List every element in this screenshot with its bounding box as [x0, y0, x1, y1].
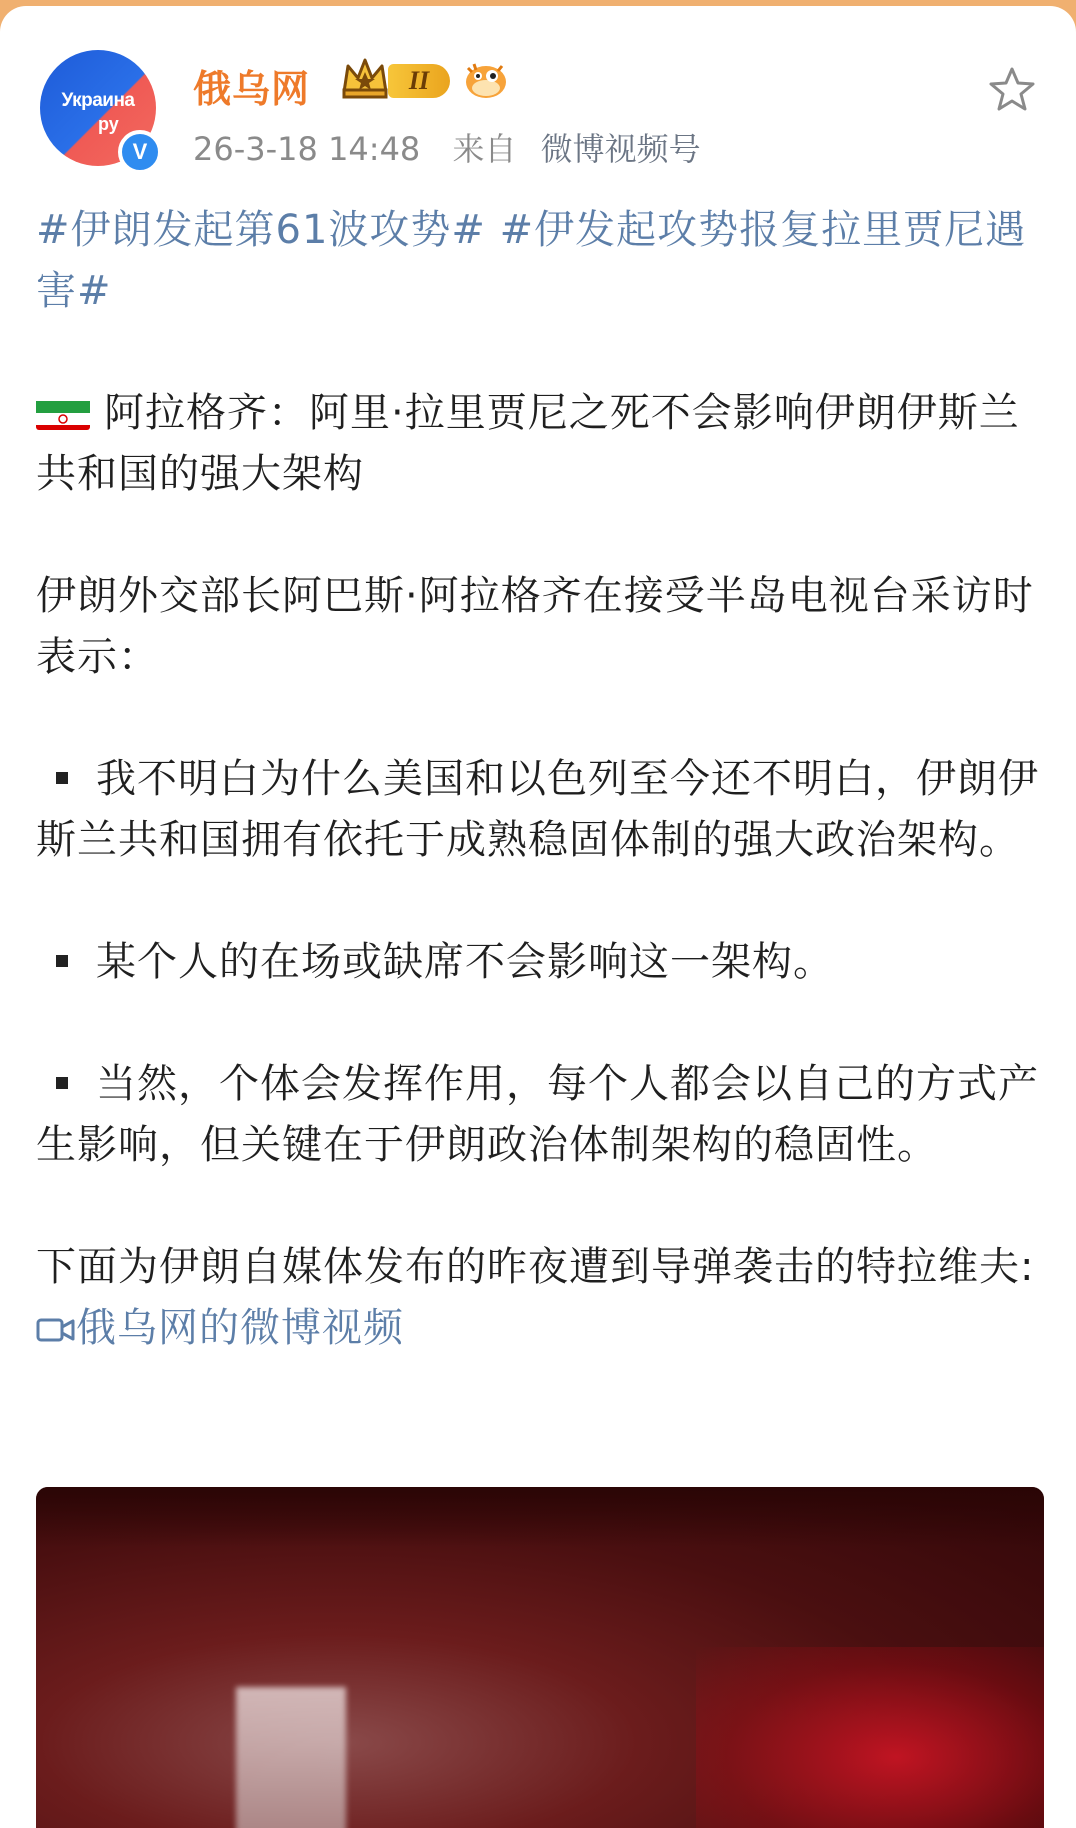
- bullet-icon: [56, 1077, 68, 1089]
- video-link[interactable]: [36, 1305, 404, 1351]
- bullet-icon: [56, 955, 68, 967]
- video-bright-area: [236, 1687, 346, 1828]
- content-line: 伊朗外交部长阿巴斯·阿拉格齐在接受半岛电视台采访时表示：: [36, 573, 1034, 680]
- crown-icon[interactable]: [340, 56, 390, 104]
- post-meta: [193, 124, 701, 170]
- video-shade: [36, 1487, 1044, 1547]
- hashtag-link[interactable]: #伊发起攻势报复拉里贾尼遇害#: [36, 207, 1027, 314]
- bullet-text: 我不明白为什么美国和以色列至今还不明白，伊朗伊斯兰共和国拥有依托于成熟稳固体制的强大政治架构。: [36, 756, 1039, 863]
- hashtag-link[interactable]: #伊朗发起第61波攻势#: [36, 207, 486, 253]
- iran-flag-icon: [36, 394, 90, 430]
- username[interactable]: 俄乌网: [193, 67, 311, 111]
- star-outline-icon[interactable]: [988, 66, 1036, 116]
- avatar-sub-text: ру: [98, 114, 119, 134]
- bullet-text: 某个人的在场或缺席不会影响这一架构。: [96, 939, 834, 985]
- source-prefix: 来自: [452, 130, 517, 168]
- verified-v-icon: V: [118, 130, 162, 174]
- timestamp: 26-3-18 14:48: [193, 130, 421, 168]
- video-camera-icon: [36, 1315, 76, 1345]
- pufferfish-emoji-icon[interactable]: [462, 58, 510, 106]
- bullet-text: 当然，个体会发挥作用，每个人都会以自己的方式产生影响，但关键在于伊朗政治体制架构的稳固性。: [36, 1061, 1039, 1168]
- video-thumbnail[interactable]: [36, 1487, 1044, 1828]
- content-line: 阿拉格齐：阿里·拉里贾尼之死不会影响伊朗伊斯兰共和国的强大架构: [36, 390, 1020, 497]
- content-line: 下面为伊朗自媒体发布的昨夜遭到导弹袭击的特拉维夫:: [36, 1244, 1035, 1290]
- bullet-icon: [56, 772, 68, 784]
- avatar-text: Украина: [61, 90, 135, 111]
- post-card: [0, 6, 1076, 1828]
- source-link[interactable]: 微博视频号: [540, 130, 701, 168]
- video-link-text[interactable]: 俄乌网的微博视频: [76, 1305, 404, 1351]
- level-badge[interactable]: II: [388, 64, 450, 98]
- video-glow: [696, 1647, 1044, 1828]
- post-content: [36, 200, 1046, 1359]
